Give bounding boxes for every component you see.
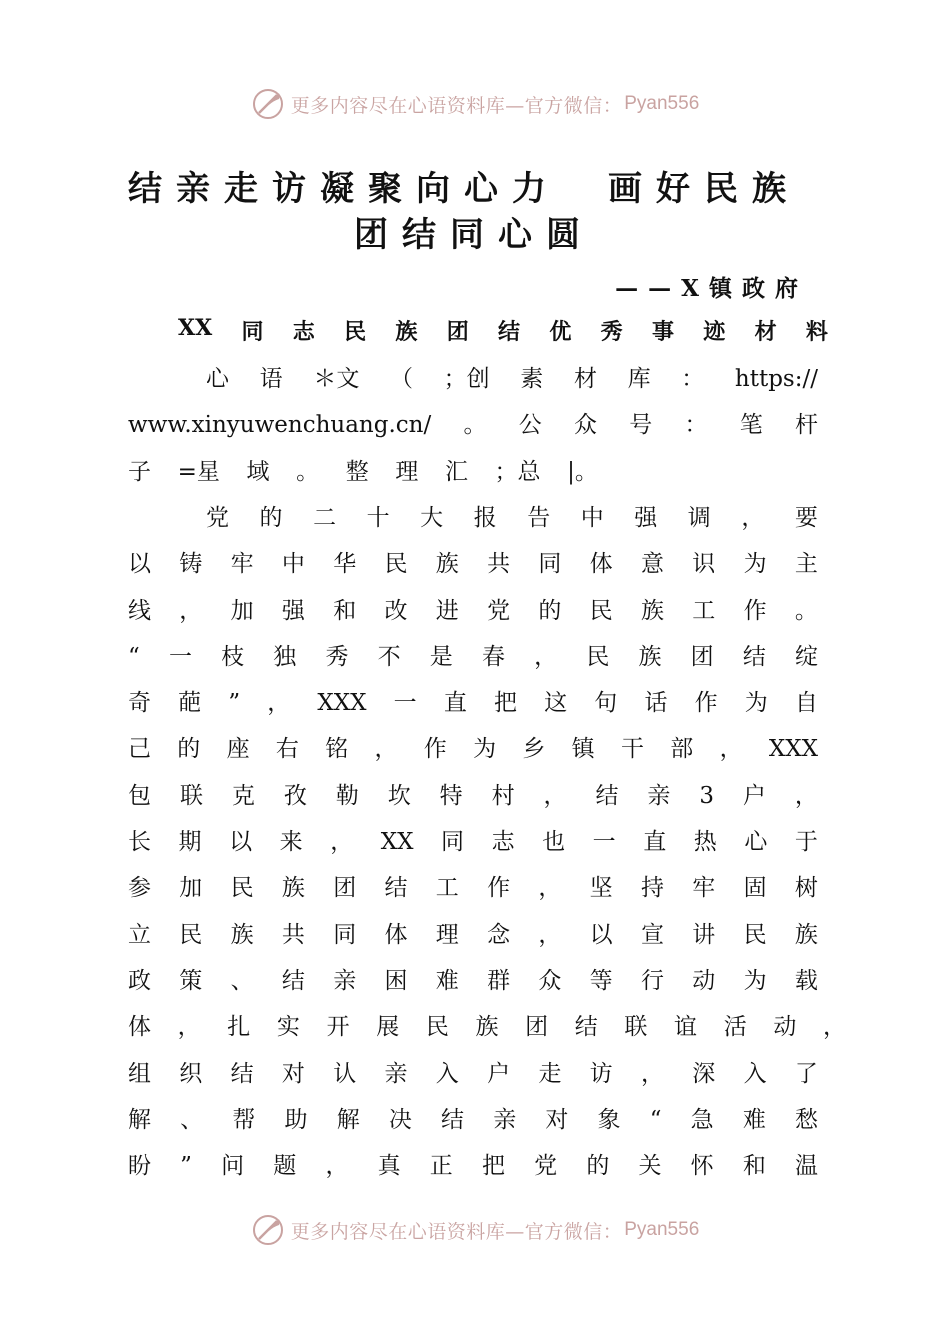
text-token: “ (128, 643, 140, 670)
text-token: ， (534, 643, 558, 670)
text-token: 铭 (325, 736, 349, 763)
text-token: 己 (128, 736, 151, 763)
text-token: 材 (573, 366, 597, 392)
text-token: ” (228, 690, 241, 717)
text-token: 载 (794, 967, 818, 994)
text-token: 共 (487, 551, 511, 578)
text-token: 库 (627, 366, 651, 392)
text-token: 以 (229, 829, 253, 856)
text-token: 大 (420, 505, 444, 531)
text-token: ， (267, 690, 291, 717)
document-title-line-1: 结亲走访凝聚向心力 画好民族 (128, 169, 800, 209)
text-token: 参 (128, 875, 151, 902)
text-token: 和 (333, 597, 357, 624)
text-token: 。 (296, 458, 320, 485)
text-token: 葩 (178, 690, 202, 717)
body-line (128, 958, 818, 1004)
text-token: 秀 (325, 643, 349, 670)
text-token: 入 (435, 1060, 459, 1087)
text-token: 民 (589, 597, 613, 624)
text-token: 对 (545, 1106, 569, 1133)
text-token: 作 (487, 875, 511, 902)
text-token: 亲 (493, 1106, 517, 1133)
body-line (128, 1004, 846, 1050)
text-token: 线 (128, 597, 151, 624)
text-token: 等 (589, 967, 613, 994)
text-token: 题 (273, 1153, 297, 1180)
body-line (128, 680, 818, 726)
source-note-line (128, 402, 818, 448)
body-line (128, 865, 818, 911)
text-token: 联 (624, 1014, 648, 1041)
text-token: 牢 (230, 551, 254, 578)
text-token: 。 (794, 597, 818, 624)
text-token: 动 (692, 967, 716, 994)
text-token: 加 (230, 597, 254, 624)
text-token: 党 (487, 597, 511, 624)
text-token: 亲 (333, 967, 357, 994)
text-token: 进 (435, 597, 459, 624)
text-token: 对 (281, 1060, 305, 1087)
body-line (128, 1051, 818, 1097)
text-token: XX (178, 315, 213, 341)
text-token: 群 (487, 967, 511, 994)
text-token: 结 (498, 319, 521, 345)
text-token: 子 (128, 458, 151, 485)
text-token: 把 (493, 690, 517, 717)
text-token: 心 (744, 829, 768, 856)
text-token: 助 (284, 1106, 308, 1133)
text-token: 公 (518, 412, 542, 439)
text-token: 立 (128, 921, 151, 948)
watermark-wechat-id: Pyan556 (624, 1219, 700, 1240)
text-token: ， (794, 782, 818, 809)
text-token: 。 (463, 412, 487, 439)
text-token: 同 (241, 319, 264, 345)
watermark-banner-top (0, 84, 950, 124)
text-token: ， (543, 782, 567, 809)
text-token: 勒 (335, 782, 359, 809)
text-token: 关 (638, 1153, 662, 1180)
text-token: 结 (742, 643, 766, 670)
text-token: 真 (377, 1153, 401, 1180)
text-token: 告 (527, 505, 551, 531)
text-token: 为 (744, 690, 768, 717)
source-note (128, 356, 818, 495)
text-token: 座 (226, 736, 250, 763)
watermark-text: 更多内容尽在心语资料库—官方微信： (290, 1220, 623, 1243)
text-token: 3 (699, 782, 714, 809)
text-token: 是 (429, 643, 453, 670)
text-token: 结 (595, 782, 619, 809)
text-token: 的 (586, 1153, 610, 1180)
text-token: 干 (620, 736, 644, 763)
text-token: 愁 (795, 1106, 818, 1133)
text-token: 策 (179, 967, 203, 994)
text-token: 开 (326, 1014, 350, 1041)
text-token: 理 (395, 458, 419, 485)
body-line (128, 773, 818, 819)
text-token: 宣 (640, 921, 664, 948)
text-token: 怀 (690, 1153, 714, 1180)
text-token: https:// (734, 366, 818, 392)
text-token: 热 (693, 829, 717, 856)
text-token: 坎 (387, 782, 411, 809)
watermark-text: 更多内容尽在心语资料库—官方微信： (290, 94, 623, 117)
text-token: 整 (345, 458, 369, 485)
text-token: 访 (589, 1060, 613, 1087)
text-token: 汇 (444, 458, 468, 485)
document-byline: ——X镇政府 (615, 275, 808, 302)
text-token: 坚 (589, 875, 613, 902)
text-token: 枝 (221, 643, 245, 670)
text-token: 实 (276, 1014, 300, 1041)
text-token: 特 (439, 782, 463, 809)
text-token: 同 (441, 829, 465, 856)
body-line (128, 588, 818, 634)
text-token: 温 (795, 1153, 818, 1180)
text-token: 意 (640, 551, 664, 578)
source-note-line (128, 449, 598, 495)
text-token: 笔 (739, 412, 763, 439)
text-token: 急 (690, 1106, 714, 1133)
text-token: 正 (429, 1153, 453, 1180)
text-token: 调 (687, 505, 711, 531)
text-token: 民 (230, 875, 254, 902)
text-token: 华 (333, 551, 357, 578)
text-token: 民 (743, 921, 767, 948)
text-token: 扎 (227, 1014, 251, 1041)
text-token: 决 (388, 1106, 412, 1133)
text-token: 改 (384, 597, 408, 624)
text-token: 二 (313, 505, 337, 531)
text-token: 族 (281, 875, 305, 902)
text-token: 把 (481, 1153, 505, 1180)
text-token: 谊 (674, 1014, 698, 1041)
text-token: 结 (281, 967, 305, 994)
text-token: 团 (690, 643, 714, 670)
text-token: 众 (573, 412, 597, 439)
text-token: 了 (794, 1060, 818, 1087)
text-token: 春 (481, 643, 505, 670)
text-token: 主 (794, 551, 818, 578)
text-token: 深 (692, 1060, 716, 1087)
text-token: 族 (794, 921, 818, 948)
text-token: 一 (393, 690, 417, 717)
text-token: ， (179, 597, 203, 624)
document-subtitle (178, 315, 828, 346)
text-token: 共 (281, 921, 305, 948)
text-token: |。 (567, 458, 598, 485)
text-token: 同 (333, 921, 357, 948)
text-token: 固 (743, 875, 767, 902)
text-token: 盼 (128, 1153, 151, 1180)
text-token: 、 (180, 1106, 204, 1133)
text-token: 族 (640, 597, 664, 624)
text-token: 活 (723, 1014, 747, 1041)
text-token: 部 (670, 736, 694, 763)
text-token: 结 (574, 1014, 598, 1041)
text-token: 一 (168, 643, 192, 670)
text-token: 入 (743, 1060, 767, 1087)
body-line (128, 912, 818, 958)
text-token: ， (822, 1014, 846, 1041)
body-line (128, 634, 818, 680)
text-token: 工 (435, 875, 459, 902)
text-token: XX (380, 829, 414, 856)
text-token: 村 (491, 782, 515, 809)
body-line (128, 819, 818, 865)
text-token: 克 (231, 782, 255, 809)
text-token: ， (374, 736, 398, 763)
text-token: 树 (794, 875, 818, 902)
text-token: 象 (597, 1106, 621, 1133)
text-token: 体 (128, 1014, 151, 1041)
text-token: 优 (549, 319, 572, 345)
text-token: 走 (538, 1060, 562, 1087)
text-token: 材 (754, 319, 777, 345)
text-token: 乡 (522, 736, 546, 763)
text-token: 作 (694, 690, 718, 717)
text-token: 动 (773, 1014, 797, 1041)
text-token: 为 (743, 967, 767, 994)
text-token: 事 (651, 319, 674, 345)
text-token: XXX (768, 736, 818, 763)
text-token: ， (325, 1153, 349, 1180)
text-token: 展 (376, 1014, 400, 1041)
quill-logo-icon (251, 1213, 285, 1247)
text-token: 直 (643, 829, 667, 856)
text-token: 念 (487, 921, 511, 948)
text-token: 来 (279, 829, 303, 856)
text-token: ， (640, 1060, 664, 1087)
text-token: 困 (384, 967, 408, 994)
text-token: 独 (273, 643, 297, 670)
body-line (128, 1097, 818, 1143)
text-token: 作 (743, 597, 767, 624)
text-token: 众 (538, 967, 562, 994)
text-token: 体 (589, 551, 613, 578)
text-token: 民 (586, 643, 610, 670)
text-token: 期 (178, 829, 202, 856)
text-token: 帮 (232, 1106, 256, 1133)
text-token: 以 (589, 921, 613, 948)
text-token: 讲 (692, 921, 716, 948)
text-token: 党 (534, 1153, 558, 1180)
text-token: 识 (692, 551, 716, 578)
text-token: 政 (128, 967, 151, 994)
text-token: 、 (230, 967, 254, 994)
body-line (128, 495, 818, 541)
text-token: 杆 (794, 412, 818, 439)
text-token: 要 (794, 505, 818, 531)
text-token: ” (180, 1153, 192, 1180)
text-token: ， (538, 921, 562, 948)
text-token: 民 (344, 319, 367, 345)
text-token: 素 (520, 366, 544, 392)
text-token: ， (330, 829, 354, 856)
text-token: 这 (544, 690, 568, 717)
text-token: 奇 (128, 690, 151, 717)
text-token: 族 (638, 643, 662, 670)
text-token: 联 (179, 782, 203, 809)
body-line (128, 541, 818, 587)
text-token: 不 (377, 643, 401, 670)
text-token: 加 (179, 875, 203, 902)
text-token: ， (538, 875, 562, 902)
document-title-line-2: 团结同心圆 (354, 215, 594, 255)
text-token: 镇 (571, 736, 595, 763)
text-token: 同 (538, 551, 562, 578)
text-token: 亲 (384, 1060, 408, 1087)
text-token: 长 (128, 829, 151, 856)
text-token: 志 (491, 829, 515, 856)
text-token: 持 (640, 875, 664, 902)
text-token: 为 (473, 736, 497, 763)
text-token: 十 (366, 505, 390, 531)
text-token: 解 (336, 1106, 360, 1133)
text-token: 族 (475, 1014, 499, 1041)
text-token: 体 (384, 921, 408, 948)
text-token: 民 (425, 1014, 449, 1041)
text-token: ： (684, 412, 708, 439)
text-token: 党 (206, 505, 229, 531)
text-token: 组 (128, 1060, 151, 1087)
text-token: 包 (128, 782, 151, 809)
text-token: 心 (206, 366, 229, 392)
text-token: 织 (179, 1060, 203, 1087)
text-token: =星 (177, 458, 220, 485)
text-token: 铸 (179, 551, 203, 578)
text-token: 行 (640, 967, 664, 994)
text-token: 族 (435, 551, 459, 578)
text-token: 自 (794, 690, 818, 717)
text-token: ；创 (443, 366, 490, 392)
text-token: 问 (221, 1153, 245, 1180)
text-token: 户 (487, 1060, 511, 1087)
text-token: 绽 (795, 643, 818, 670)
text-token: 工 (692, 597, 716, 624)
text-token: 民 (179, 921, 203, 948)
text-token: ， (741, 505, 765, 531)
text-token: 结 (441, 1106, 465, 1133)
text-token: 牢 (692, 875, 716, 902)
text-token: 中 (281, 551, 305, 578)
text-token: 理 (435, 921, 459, 948)
text-token: 中 (580, 505, 604, 531)
text-token: 迹 (703, 319, 726, 345)
text-token: 亲 (647, 782, 671, 809)
text-token: 一 (592, 829, 616, 856)
text-token: 作 (423, 736, 447, 763)
text-token: XXX (317, 690, 367, 717)
text-token: 域 (246, 458, 270, 485)
text-token: 解 (128, 1106, 151, 1133)
text-token: 以 (128, 551, 151, 578)
text-token: ；总 (494, 458, 541, 485)
text-token: 的 (538, 597, 562, 624)
text-token: 强 (634, 505, 658, 531)
text-token: 为 (743, 551, 767, 578)
text-token: 团 (525, 1014, 549, 1041)
text-token: 直 (443, 690, 467, 717)
text-token: 的 (259, 505, 283, 531)
text-token: 和 (742, 1153, 766, 1180)
text-token: 结 (384, 875, 408, 902)
text-token: www.xinyuwenchuang.cn/ (128, 412, 432, 439)
text-token: ： (681, 366, 705, 392)
text-token: 族 (395, 319, 418, 345)
body-paragraph (128, 495, 846, 1189)
text-token: 团 (446, 319, 469, 345)
text-token: 志 (292, 319, 315, 345)
text-token: 团 (333, 875, 357, 902)
text-token: 难 (435, 967, 459, 994)
text-token: 户 (742, 782, 766, 809)
body-line (128, 1143, 818, 1189)
quill-logo-icon (251, 87, 285, 121)
text-token: ＊文 (313, 366, 360, 392)
watermark-banner-bottom (0, 1210, 950, 1250)
text-token: 结 (230, 1060, 254, 1087)
source-note-line (128, 356, 818, 402)
text-token: 号 (629, 412, 653, 439)
watermark-wechat-id: Pyan556 (624, 93, 700, 114)
text-token: 认 (333, 1060, 357, 1087)
text-token: 料 (805, 319, 828, 345)
text-token: 报 (473, 505, 497, 531)
text-token: 语 (259, 366, 283, 392)
text-token: （ (389, 366, 413, 392)
text-token: ， (177, 1014, 201, 1041)
text-token: ， (719, 736, 743, 763)
text-token: 的 (177, 736, 201, 763)
text-token: 秀 (600, 319, 623, 345)
text-token: “ (649, 1106, 662, 1133)
text-token: 难 (742, 1106, 766, 1133)
text-token: 族 (230, 921, 254, 948)
text-token: 句 (594, 690, 618, 717)
text-token: 右 (275, 736, 299, 763)
text-token: 强 (281, 597, 305, 624)
text-token: 孜 (283, 782, 307, 809)
text-token: 也 (542, 829, 566, 856)
body-line (128, 726, 818, 772)
text-token: 话 (644, 690, 668, 717)
text-token: 民 (384, 551, 408, 578)
text-token: 于 (794, 829, 818, 856)
